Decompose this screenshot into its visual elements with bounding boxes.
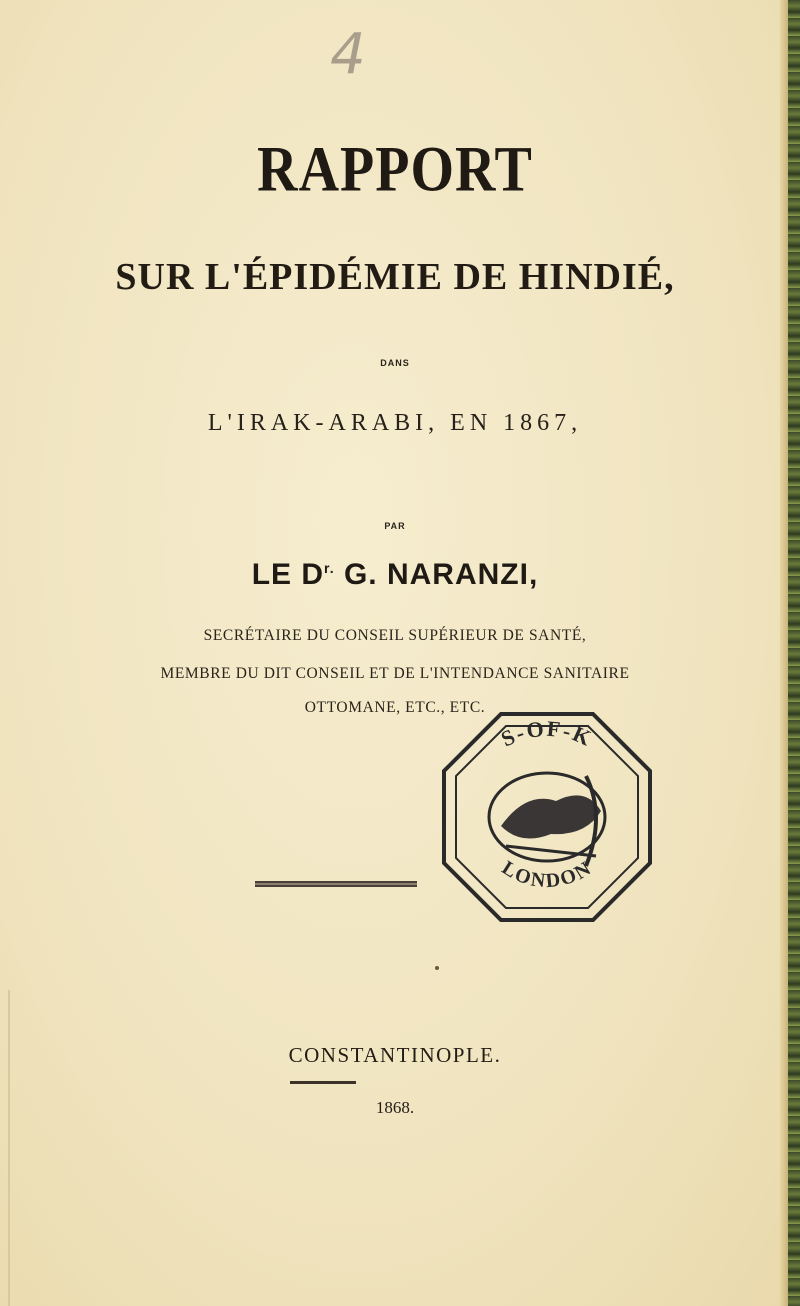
page-crease — [8, 990, 10, 1306]
decorative-rule — [255, 881, 417, 887]
library-seal-icon — [436, 706, 658, 928]
credential-line-1: SECRÉTAIRE DU CONSEIL SUPÉRIEUR DE SANTÉ, — [203, 627, 587, 644]
author-title: $D^{r.}$ — [301, 558, 335, 591]
credential-line-3: OTTOMANE, ETC., ETC. — [304, 699, 486, 716]
handwritten-mark-icon: 4 — [330, 22, 366, 87]
publication-year: 1868. — [375, 1098, 415, 1117]
year-rule — [290, 1081, 356, 1084]
author-prefix: LE — [251, 558, 293, 591]
ink-speck — [435, 966, 439, 970]
book-binding — [788, 0, 800, 1306]
page-subtitle: SUR L'ÉPIDÉMIE DE HINDIÉ, — [115, 256, 675, 298]
svg-text:S-OF-K — [497, 716, 597, 752]
page-title: RAPPORT — [257, 134, 533, 206]
connector-par: PAR — [384, 521, 406, 531]
author-name: G. NARANZI, — [343, 558, 539, 591]
connector-dans: DANS — [380, 358, 410, 368]
author-title-sup: r. — [324, 560, 335, 576]
publication-city: CONSTANTINOPLE. — [288, 1043, 502, 1067]
page-edge — [780, 0, 788, 1306]
author-line — [0, 558, 790, 592]
place-and-year: L'IRAK-ARABI, EN 1867, — [207, 410, 583, 436]
credential-line-2: MEMBRE DU DIT CONSEIL ET DE L'INTENDANCE SANITAIRE — [160, 665, 630, 682]
seal-text-bottom: LONDON — [497, 856, 597, 893]
seal-text-top: S-OF-K — [496, 715, 597, 752]
